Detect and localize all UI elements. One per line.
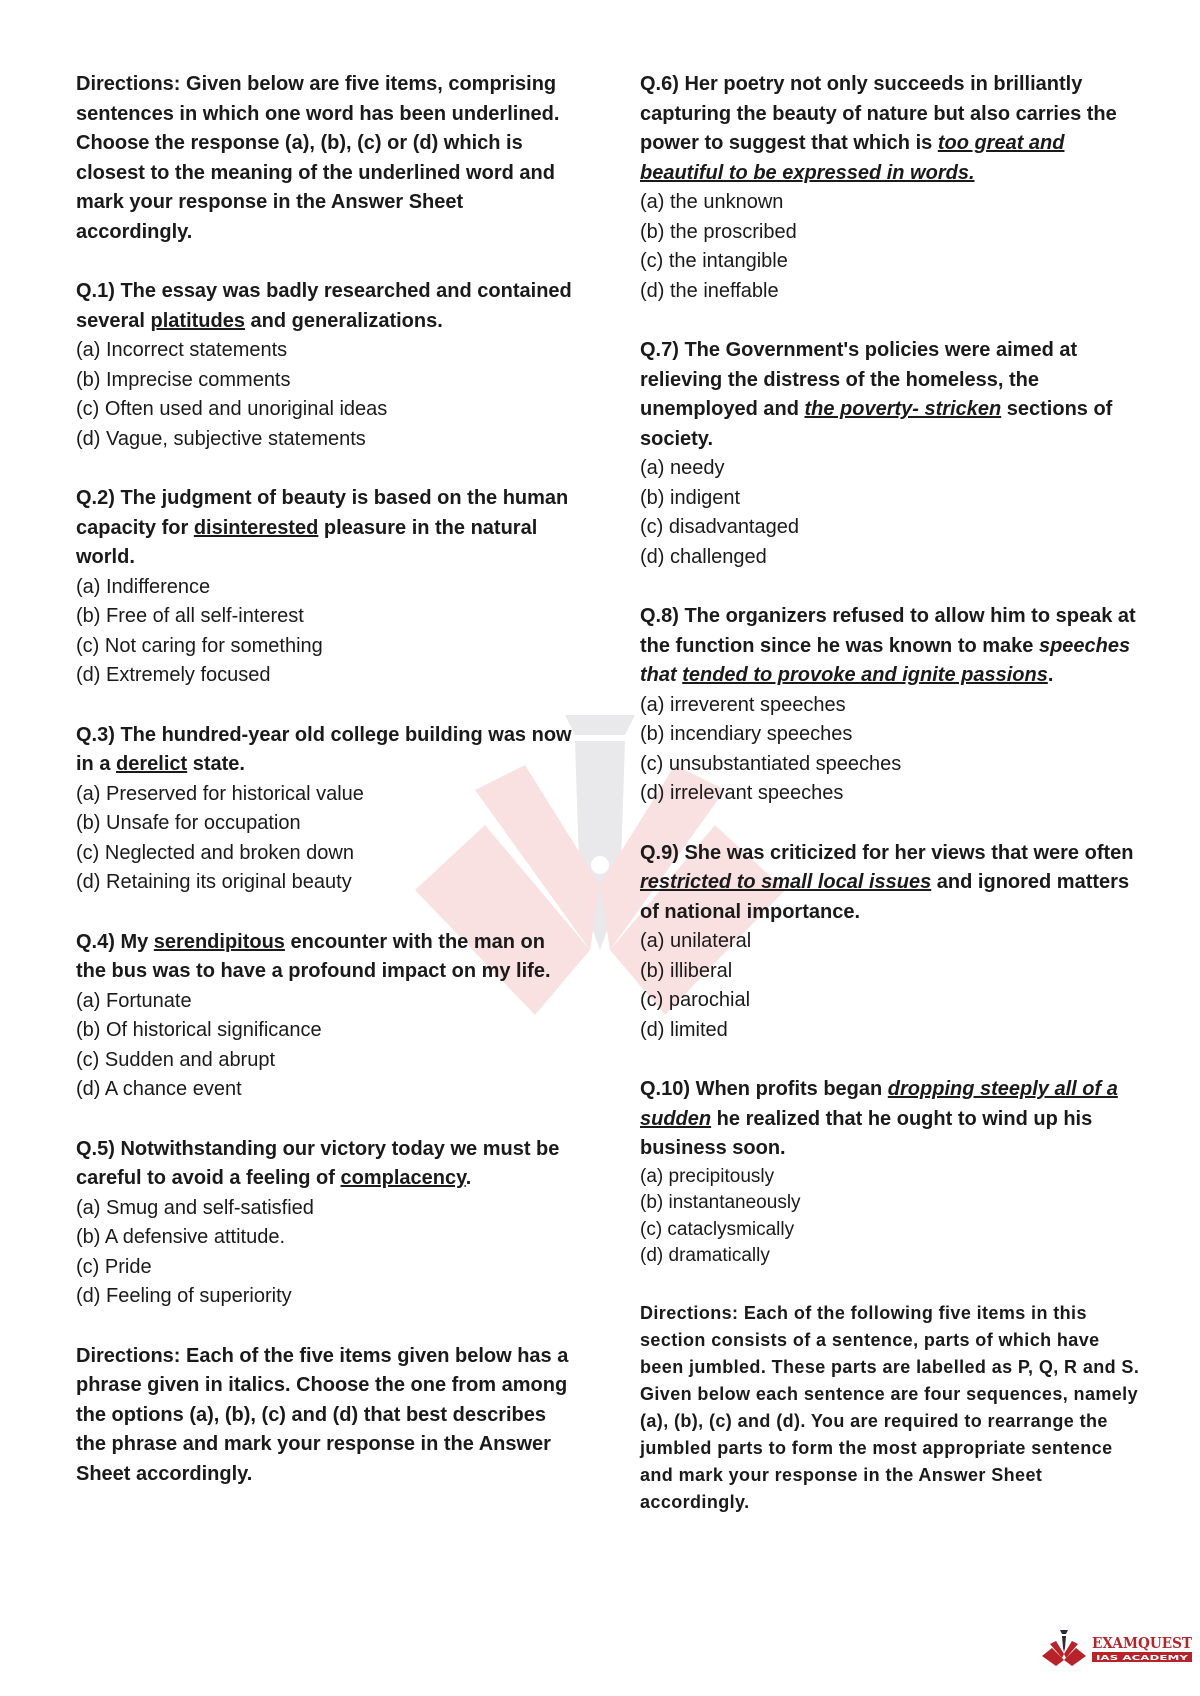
option-c: (c) cataclysmically <box>640 1218 795 1240</box>
question-stem: Q.10) When profits began dropping steeply all of a sudden he realized that he ought to wind up his business soon. <box>640 1078 1118 1159</box>
option-c: (c) Pride <box>76 1255 152 1278</box>
question-2 <box>76 484 576 691</box>
option-b: (b) instantaneously <box>640 1192 801 1213</box>
directions-phrases <box>76 1342 576 1490</box>
question-stem: Q.5) Notwithstanding our victory today we must be careful to avoid a feeling of complacency. <box>76 1137 560 1189</box>
option-b: (b) illiberal <box>640 959 733 982</box>
brand-subtitle: IAS ACADEMY <box>1096 1654 1190 1662</box>
question-7 <box>640 336 1145 572</box>
option-a: (a) unilateral <box>640 930 752 952</box>
directions-text: Directions: Each of the five items given below has a phrase given in italics. Choose the one from among the options (a), (b), (c) and (d) that best describes the phrase and mark your response in the Answer Sheet accordingly. <box>76 1344 569 1485</box>
option-c: (c) Often used and unoriginal ideas <box>76 398 388 420</box>
question-stem: Q.1) The essay was badly researched and contained several platitudes and generalizations. <box>76 280 572 332</box>
underlined-word: serendipitous <box>153 930 285 953</box>
directions-text: Directions: Given below are five items, comprising sentences in which one word has been underlined. Choose the response (a), (b), (c) or (d) which is closest to the meaning of the underlined word and mark your response in the Answer Sheet accordingly. <box>76 73 560 243</box>
underlined-word: disinterested <box>193 516 319 539</box>
underlined-word: derelict <box>116 753 188 775</box>
option-a: (a) Smug and self-satisfied <box>76 1196 314 1219</box>
question-4 <box>76 928 576 1105</box>
italic-phrase: tended to provoke and ignite passions <box>682 664 1048 686</box>
italic-phrase: dropping steeply all of a sudden <box>640 1078 1118 1130</box>
question-stem: Q.4) My serendipitous encounter with the man on the bus was to have a profound impact on my life. <box>76 930 551 982</box>
option-b: (b) the proscribed <box>640 220 797 243</box>
brand-name: EXAMQUEST <box>1092 1634 1193 1652</box>
option-b: (b) Free of all self-interest <box>76 605 304 627</box>
question-10 <box>640 1075 1145 1270</box>
option-b: (b) Of historical significance <box>76 1019 322 1041</box>
underlined-word: platitudes <box>150 309 245 332</box>
italic-phrase: the poverty- stricken <box>804 398 1002 420</box>
option-c: (c) parochial <box>640 989 751 1011</box>
option-d: (d) Feeling of superiority <box>76 1285 292 1307</box>
directions-synonyms <box>76 70 576 247</box>
option-a: (a) Incorrect statements <box>76 339 288 361</box>
question-8 <box>640 602 1145 809</box>
directions-text: Directions: Each of the following five items in this section consists of a sentence, parts of which have been jumbled. These parts are labelled as P, Q, R and S. Given below each sentence are four sequences, namely (a), (b), (c) and (d). You are required to rearrange the jumbled parts to form the most appropriate sentence and mark your response in the Answer Sheet accordingly. <box>640 1302 1140 1512</box>
italic-lead: speeches that <box>640 634 1131 686</box>
question-3 <box>76 721 576 898</box>
option-c: (c) the intangible <box>640 250 788 272</box>
brand-emblem-icon <box>1042 1630 1086 1666</box>
question-5 <box>76 1135 576 1312</box>
brand-logo <box>1040 1628 1195 1668</box>
option-a: (a) Indifference <box>76 575 211 598</box>
option-d: (d) Vague, subjective statements <box>76 427 366 450</box>
italic-phrase: restricted to small local issues <box>640 871 932 893</box>
option-a: (a) needy <box>640 457 725 479</box>
option-a: (a) Fortunate <box>76 989 192 1012</box>
option-b: (b) Unsafe for occupation <box>76 812 301 834</box>
option-a: (a) Preserved for historical value <box>76 782 364 805</box>
question-9 <box>640 839 1145 1046</box>
right-column <box>640 70 1145 1546</box>
italic-phrase: too great and beautiful to be expressed in words. <box>640 132 1065 184</box>
question-stem: Q.6) Her poetry not only succeeds in brilliantly capturing the beauty of nature but also carries the power to suggest that which is too great and beautiful to be expressed in words. <box>640 73 1117 184</box>
question-stem: Q.9) She was criticized for her views that were often restricted to small local issues and ignored matters of national importance. <box>640 841 1134 923</box>
option-c: (c) Not caring for something <box>76 634 323 657</box>
option-a: (a) the unknown <box>640 191 784 213</box>
option-c: (c) disadvantaged <box>640 516 799 538</box>
option-b: (b) Imprecise comments <box>76 368 291 391</box>
option-b: (b) A defensive attitude. <box>76 1226 286 1248</box>
option-b: (b) indigent <box>640 486 741 509</box>
option-d: (d) A chance event <box>76 1078 242 1100</box>
question-6 <box>640 70 1145 306</box>
question-stem: Q.8) The organizers refused to allow him to speak at the function since he was known to make speeches that tended to provoke and ignite passions. <box>640 605 1136 686</box>
question-stem: Q.2) The judgment of beauty is based on the human capacity for disinterested pleasure in the natural world. <box>76 487 569 568</box>
option-c: (c) Sudden and abrupt <box>76 1048 276 1071</box>
option-c: (c) unsubstantiated speeches <box>640 752 902 775</box>
option-d: (d) dramatically <box>640 1245 770 1266</box>
option-d: (d) Retaining its original beauty <box>76 871 352 893</box>
option-c: (c) Neglected and broken down <box>76 841 354 864</box>
option-d: (d) the ineffable <box>640 279 779 302</box>
option-d: (d) challenged <box>640 545 767 568</box>
option-a: (a) precipitously <box>640 1165 775 1187</box>
question-1 <box>76 277 576 454</box>
option-a: (a) irreverent speeches <box>640 693 846 716</box>
option-d: (d) irrelevant speeches <box>640 782 844 804</box>
option-d: (d) Extremely focused <box>76 664 271 686</box>
underlined-word: complacency <box>340 1167 466 1189</box>
option-d: (d) limited <box>640 1018 728 1041</box>
option-b: (b) incendiary speeches <box>640 723 853 745</box>
directions-jumbled <box>640 1300 1145 1516</box>
left-column <box>76 70 576 1519</box>
question-stem: Q.7) The Government's policies were aimed at relieving the distress of the homeless, the unemployed and the poverty- stricken sections of society. <box>640 339 1113 450</box>
question-stem: Q.3) The hundred-year old college building was now in a derelict state. <box>76 723 572 775</box>
